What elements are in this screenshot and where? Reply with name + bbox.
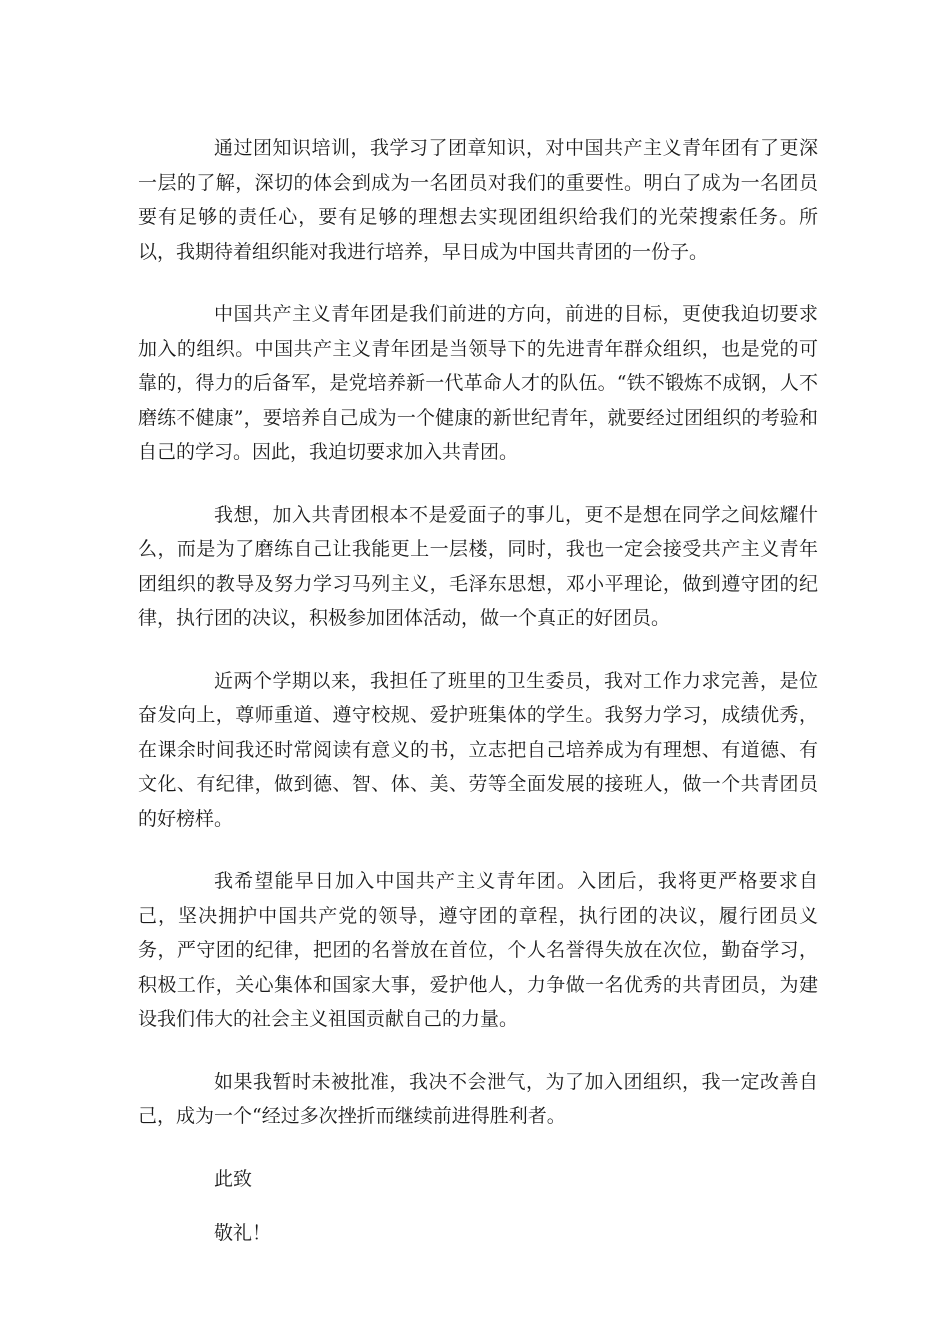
paragraph-5: 我希望能早日加入中国共产主义青年团。入团后，我将更严格要求自己，坚决拥护中国共产党的领导，遵守团的章程，执行团的决议，履行团员义务，严守团的纪律，把团的名誉放在首位，个人名誉得失放在次位，勤奋学习，积极工作，关心集体和国家大事，爱护他人，力争做一名优秀的共青团员，为建设我们伟大的社会主义祖国贡献自己的力量。 <box>138 870 818 1030</box>
paragraph-2: 中国共产主义青年团是我们前进的方向，前进的目标，更使我迫切要求加入的组织。中国共产主义青年团是当领导下的先进青年群众组织，也是党的可靠的，得力的后备军，是党培养新一代革命人才的队伍。“铁不锻炼不成钢，人不磨练不健康”，要培养自己成为一个健康的新世纪青年，就要经过团组织的考验和自己的学习。因此，我迫切要求加入共青团。 <box>138 303 818 463</box>
paragraph-4: 近两个学期以来，我担任了班里的卫生委员，我对工作力求完善，是位奋发向上，尊师重道、遵守校规、爱护班集体的学生。我努力学习，成绩优秀，在课余时间我还时常阅读有意义的书，立志把自己培养成为有理想、有道德、有文化、有纪律，做到德、智、体、美、劳等全面发展的接班人，做一个共青团员的好榜样。 <box>138 669 818 830</box>
paragraph-1: 通过团知识培训，我学习了团章知识，对中国共产主义青年团有了更深一层的了解，深切的体会到成为一名团员对我们的重要性。明白了成为一名团员要有足够的责任心，要有足够的理想去实现团组织给我们的光荣搜索任务。所以，我期待着组织能对我进行培养，早日成为中国共青团的一份子。 <box>138 137 818 263</box>
letter-body <box>138 131 818 1271</box>
closing-salutation: 此致 <box>214 1167 253 1190</box>
paragraph-6: 如果我暂时未被批准，我决不会泄气，为了加入团组织，我一定改善自己，成为一个“经过多次挫折而继续前进得胜利者。 <box>138 1070 818 1127</box>
paragraph-3: 我想，加入共青团根本不是爱面子的事儿，更不是想在同学之间炫耀什么，而是为了磨练自己让我能更上一层楼，同时，我也一定会接受共产主义青年团组织的教导及努力学习马列主义，毛泽东思想，邓小平理论，做到遵守团的纪律，执行团的决议，积极参加团体活动，做一个真正的好团员。 <box>138 503 818 629</box>
closing-regards: 敬礼！ <box>214 1222 272 1244</box>
